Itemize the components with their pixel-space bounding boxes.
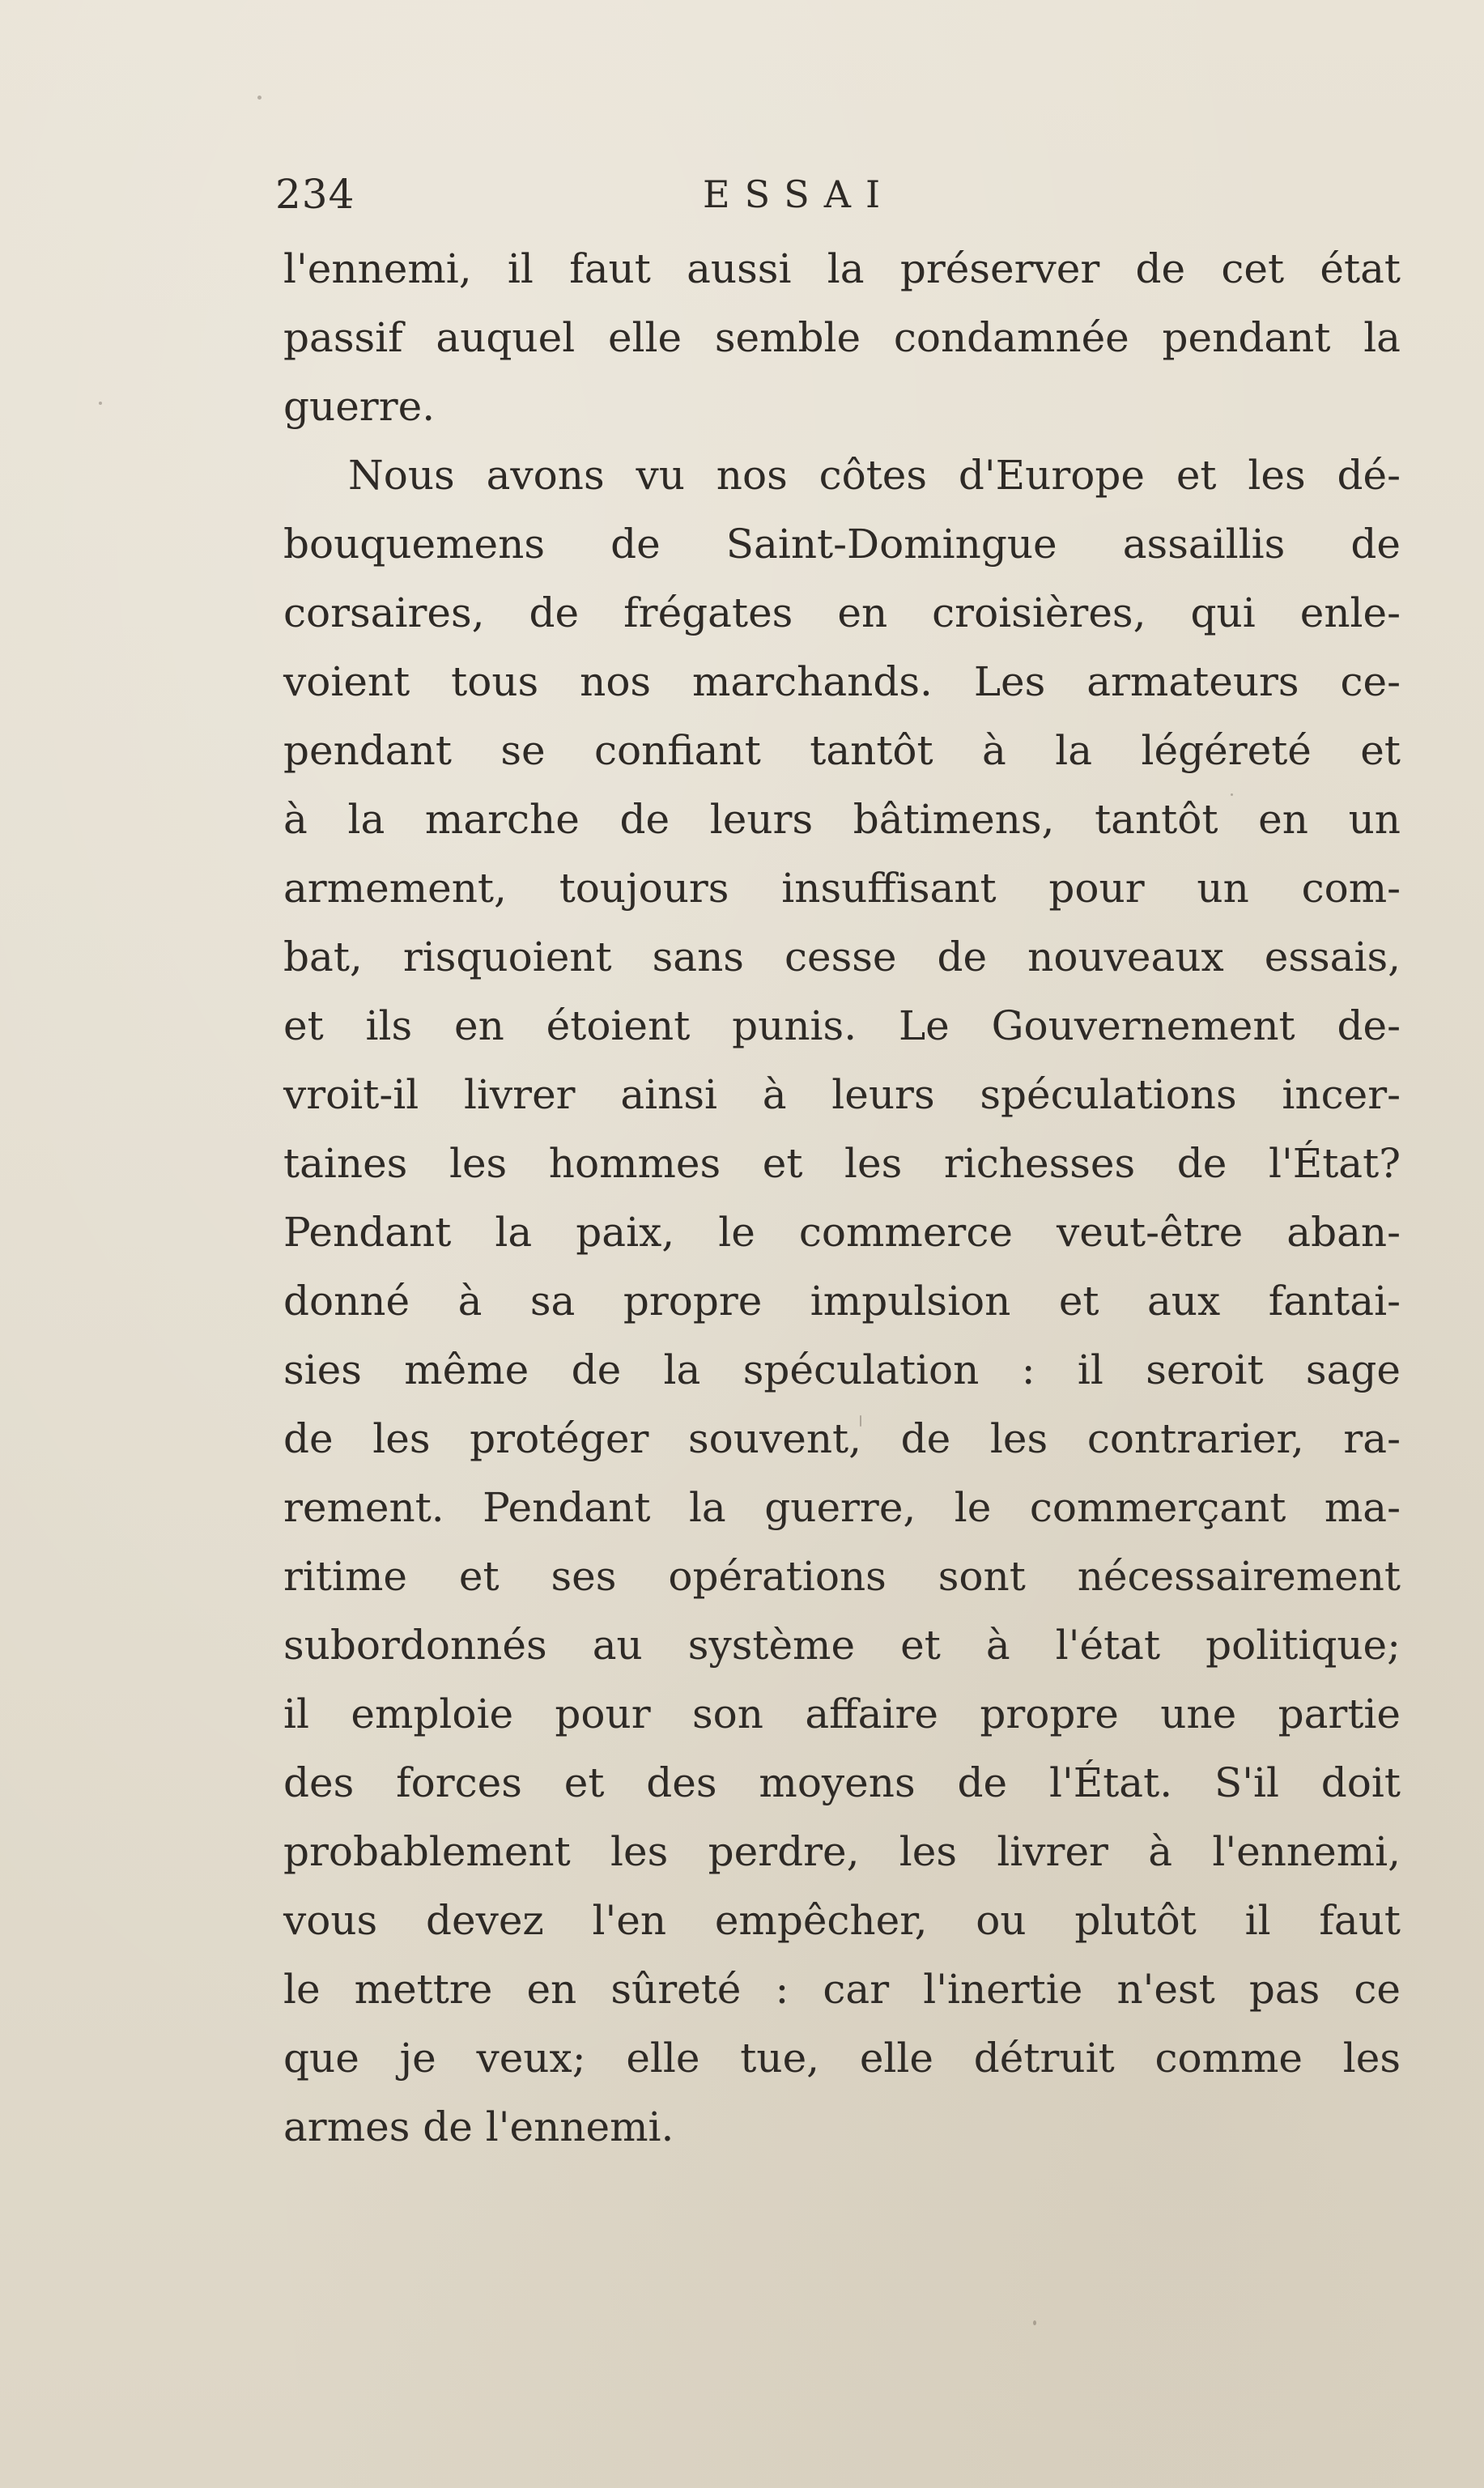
paragraph-first-line: Nous avons vu nos côtes d'Europe et les dé- <box>348 452 1401 499</box>
text-line: sies même de la spéculation : il seroit sage <box>283 1346 1401 1393</box>
text-line: et ils en étoient punis. Le Gouvernement de- <box>283 1002 1401 1049</box>
text-line: corsaires, de frégates en croisières, qui enle- <box>283 589 1401 636</box>
running-title: ESSAI <box>703 172 895 216</box>
text-line: guerre. <box>283 383 436 430</box>
text-line: de les protéger souvent, de les contrarier, ra- <box>283 1415 1401 1462</box>
text-line: des forces et des moyens de l'État. S'il doit <box>283 1759 1401 1806</box>
text-line: que je veux; elle tue, elle détruit comme les <box>283 2035 1401 2082</box>
text-line: bouquemens de Saint-Domingue assaillis de <box>283 521 1401 568</box>
page-header <box>275 162 1409 227</box>
text-line: vroit-il livrer ainsi à leurs spéculations incer- <box>283 1071 1401 1118</box>
paper-speck <box>1033 2320 1036 2325</box>
text-line: rement. Pendant la guerre, le commerçant ma- <box>283 1484 1401 1531</box>
page-number: 234 <box>275 171 355 218</box>
text-line: voient tous nos marchands. Les armateurs ce- <box>283 658 1401 705</box>
text-line: taines les hommes et les richesses de l'État? <box>283 1140 1401 1187</box>
text-line: armes de l'ennemi. <box>283 2103 674 2150</box>
text-line: pendant se confiant tantôt à la légéreté et <box>283 727 1401 774</box>
text-line: vous devez l'en empêcher, ou plutôt il faut <box>283 1897 1401 1944</box>
text-line: ritime et ses opérations sont nécessairement <box>283 1553 1401 1600</box>
text-line: le mettre en sûreté : car l'inertie n'est pas ce <box>283 1966 1401 2013</box>
text-line: l'ennemi, il faut aussi la préserver de cet état <box>283 245 1401 292</box>
text-line: donné à sa propre impulsion et aux fantai- <box>283 1278 1401 1325</box>
paper-speck <box>257 96 262 100</box>
text-line: Pendant la paix, le commerce veut-être aban- <box>283 1209 1401 1256</box>
text-line: probablement les perdre, les livrer à l'ennemi, <box>283 1828 1401 1875</box>
text-line: il emploie pour son affaire propre une partie <box>283 1691 1401 1737</box>
text-line: bat, risquoient sans cesse de nouveaux essais, <box>283 934 1401 980</box>
text-line: passif auquel elle semble condamnée pendant la <box>283 314 1401 361</box>
body-text <box>283 235 1401 2162</box>
paper-speck <box>99 402 102 405</box>
text-line: subordonnés au système et à l'état politique; <box>283 1622 1401 1669</box>
text-line: à la marche de leurs bâtimens, tantôt en un <box>283 796 1401 843</box>
text-line: armement, toujours insuffisant pour un com- <box>283 865 1401 912</box>
